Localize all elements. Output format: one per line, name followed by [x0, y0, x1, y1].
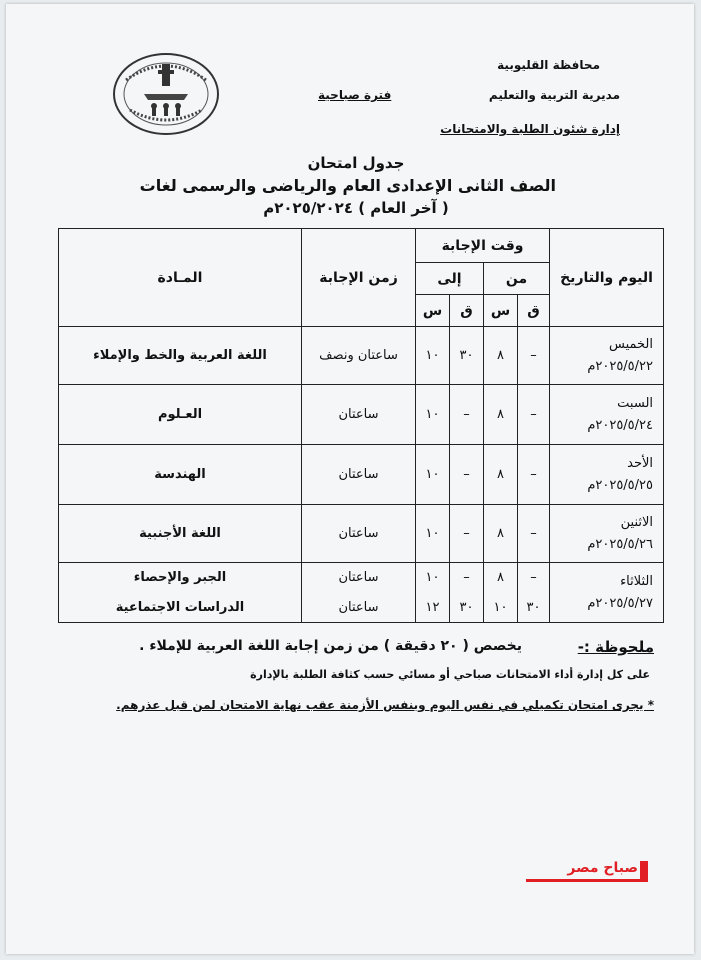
shift-label: فترة صباحية — [318, 88, 392, 102]
header-answer-time: وقت الإجابة — [416, 229, 550, 263]
date-label: ٢٠٢٥/٥/٢٥م — [587, 477, 654, 493]
header-to-hour: س — [416, 295, 450, 327]
department-label: إدارة شئون الطلبة والامتحانات — [440, 122, 620, 136]
date-label: ٢٠٢٥/٥/٢٦م — [587, 536, 654, 552]
from-hour-cell: ٨ — [484, 505, 518, 563]
day-label: الاثنين — [620, 514, 654, 530]
day-label: الخميس — [609, 336, 654, 352]
subject-cell: اللغة العربية والخط والإملاء — [59, 327, 302, 385]
to-hour-cell: ١٠ — [416, 563, 450, 593]
duration-cell: ساعتان — [302, 445, 416, 505]
governorate-label: محافظة القليوبية — [497, 58, 600, 72]
header-from-minute: ق — [518, 295, 550, 327]
day-label: الثلاثاء — [620, 573, 654, 589]
ministry-emblem-logo — [110, 50, 222, 138]
table-row — [59, 505, 664, 563]
header-duration: زمن الإجابة — [302, 229, 416, 327]
to-hour-cell: ١٠ — [416, 505, 450, 563]
note-line-3: * يجرى امتحان تكميلي في نفس اليوم وبنفس الأزمنة عقب نهاية الامتحان لمن قبل عذرهم. — [116, 698, 654, 712]
to-minute-cell: ٣٠ — [450, 327, 484, 385]
subject-cell: العـلوم — [59, 385, 302, 445]
duration-cell: ساعتان — [302, 563, 416, 593]
duration-cell: ساعتان ونصف — [302, 327, 416, 385]
day-label: السبت — [617, 395, 654, 411]
watermark-logo — [522, 859, 652, 885]
subject-cell: الدراسات الاجتماعية — [59, 593, 302, 623]
header-from-hour: س — [484, 295, 518, 327]
duration-cell: ساعتان — [302, 505, 416, 563]
to-hour-cell: ١٠ — [416, 445, 450, 505]
header-from: من — [484, 263, 550, 295]
day-date-cell — [550, 385, 664, 445]
to-minute-cell: – — [450, 505, 484, 563]
day-date-cell — [550, 505, 664, 563]
duration-cell: ساعتان — [302, 385, 416, 445]
year-title: ( آخر العام ) ٢٠٢٥/٢٠٢٤م — [263, 199, 449, 217]
to-minute-cell: – — [450, 385, 484, 445]
to-hour-cell: ١٠ — [416, 385, 450, 445]
from-minute-cell: – — [518, 505, 550, 563]
to-minute-cell: – — [450, 563, 484, 593]
from-hour-cell: ٨ — [484, 327, 518, 385]
subject-cell: الهندسة — [59, 445, 302, 505]
day-label: الأحد — [627, 455, 654, 471]
from-minute-cell: – — [518, 445, 550, 505]
date-label: ٢٠٢٥/٥/٢٢م — [587, 358, 654, 374]
header-to: إلى — [416, 263, 484, 295]
header-subject: المـادة — [59, 229, 302, 327]
from-hour-cell: ٨ — [484, 445, 518, 505]
subject-cell: الجبر والإحصاء — [59, 563, 302, 593]
from-hour-cell: ٨ — [484, 563, 518, 593]
exam-schedule-table — [58, 228, 664, 623]
table-row — [59, 327, 664, 385]
to-hour-cell: ١٢ — [416, 593, 450, 623]
note-label: ملحوظة :- — [577, 638, 654, 656]
subject-cell: اللغة الأجنبية — [59, 505, 302, 563]
note-line-1: يخصص ( ٢٠ دقيقة ) من زمن إجابة اللغة العربية للإملاء . — [139, 638, 522, 654]
from-minute-cell: ٣٠ — [518, 593, 550, 623]
from-hour-cell: ٨ — [484, 385, 518, 445]
from-minute-cell: – — [518, 327, 550, 385]
table-row — [59, 563, 664, 593]
document-page — [6, 4, 694, 954]
header-to-minute: ق — [450, 295, 484, 327]
from-minute-cell: – — [518, 563, 550, 593]
table-row — [59, 445, 664, 505]
directorate-label: مديرية التربية والتعليم — [488, 88, 620, 102]
date-label: ٢٠٢٥/٥/٢٤م — [587, 417, 654, 433]
watermark-text: صباح مصر — [567, 860, 638, 876]
duration-cell: ساعتان — [302, 593, 416, 623]
header-day-date: اليوم والتاريخ — [550, 229, 664, 327]
from-hour-cell: ١٠ — [484, 593, 518, 623]
date-label: ٢٠٢٥/٥/٢٧م — [587, 595, 654, 611]
exam-title: جدول امتحان — [307, 154, 405, 172]
table-row — [59, 385, 664, 445]
to-hour-cell: ١٠ — [416, 327, 450, 385]
day-date-cell — [550, 445, 664, 505]
grade-title: الصف الثانى الإعدادى العام والرياضى والرسمى لغات — [139, 176, 556, 195]
note-line-2: على كل إدارة أداء الامتحانات صباحي أو مسائي حسب كثافة الطلبة بالإدارة — [250, 668, 650, 681]
to-minute-cell: – — [450, 445, 484, 505]
day-date-cell — [550, 327, 664, 385]
day-date-cell — [550, 563, 664, 623]
to-minute-cell: ٣٠ — [450, 593, 484, 623]
from-minute-cell: – — [518, 385, 550, 445]
